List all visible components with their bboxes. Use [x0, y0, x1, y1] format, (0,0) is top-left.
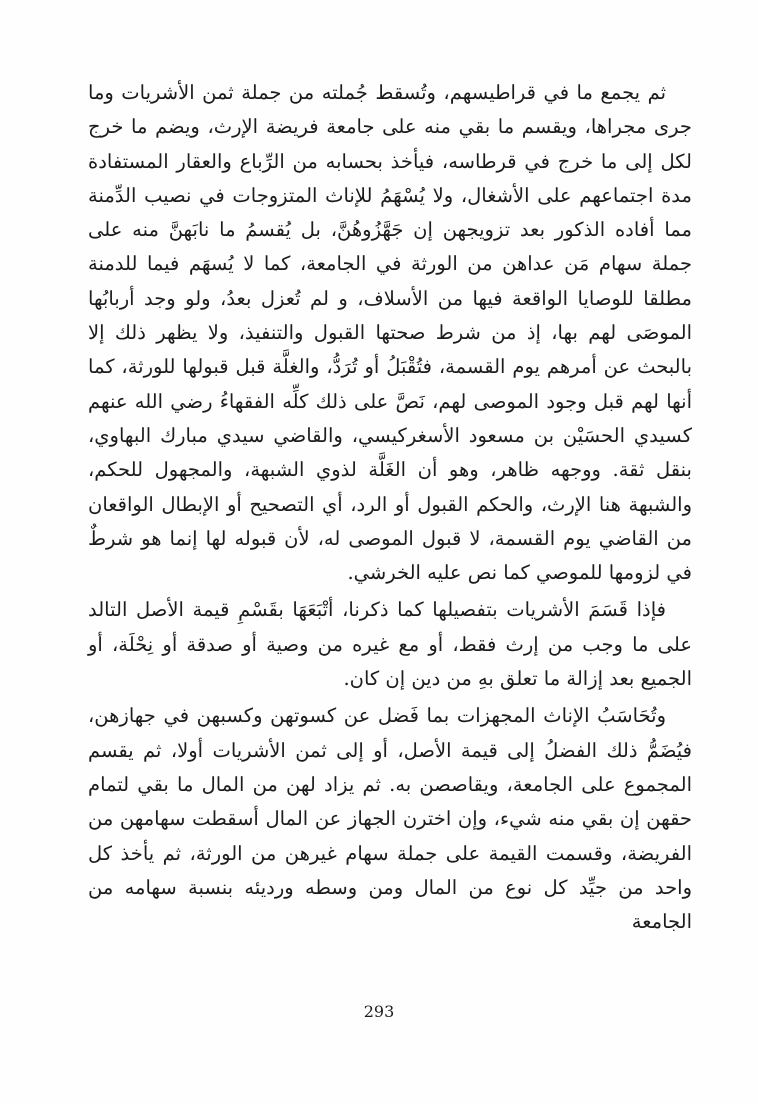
paragraph-1: ثم يجمع ما في قراطيسهم، وتُسقط جُملته من جملة ثمن الأشريات وما جرى مجراها، ويقسم ما بقي منه على جامعة فريضة الإرث، ويضم ما خرج لكل إلى ما خرج في قرطاسه، فيأخذ بحسابه من الرِّباع والعقار المستفادة مدة اجتماعهم على الأشغال، ولا يُسْهَمُ للإناث المتزوجات في نصيب الدِّمنة مما أفاده الذكور بعد تزويجهن إن جَهَّزُوهُنَّ، بل يُقسمُ ما نابَهنَّ منه على جملة سهام مَن عداهن من الورثة في الجامعة، كما لا يُسهَم فيما للدمنة مطلقا للوصايا الواقعة فيها من الأسلاف، و لم تُعزل بعدُ، ولو وجد أربابُها الموصَى لهم بها، إذ من شرط صحتها القبول والتنفيذ، ولا يظهر ذلك إلا بالبحث عن أمرهم يوم القسمة، فتُقْبَلُ أو تُرَدُّ، والغلَّة قبل قبولها للورثة، كما أنها لهم قبل وجود الموصى لهم، نَصَّ على ذلك كلِّه الفقهاءُ رضي الله عنهم كسيدي الحسَيْن بن مسعود الأسغركيسي، والقاضي سيدي مبارك البهاوي، بنقل ثقة. ووجهه ظاهر، وهو أن الغَلَّة لذوي الشبهة، والمجهول للحكم، والشبهة هنا الإرث، والحكم القبول أو الرد، أي التصحيح أو الإبطال الواقعان من القاضي يوم القسمة، لا قبول الموصى له، لأن قبوله لها إنما هو شرطٌ في لزومها للموصي كما نص عليه الخرشي.: [88, 81, 692, 585]
paragraph-3: وتُحَاسَبُ الإناث المجهزات بما فَضل عن كسوتهن وكسبهن في جهازهن، فيُضَمُّ ذلك الفضلُ إلى قيمة الأصل، أو إلى ثمن الأشريات أولا، ثم يقسم المجموع على الجامعة، ويقاصصن به. ثم يزاد لهن من المال ما بقي لتمام حقهن إن بقي منه شيء، وإن اخترن الجهاز عن المال أسقطت سهامهن من الفريضة، وقسمت القيمة على جملة سهام غيرهن من الورثة، ثم يأخذ كل واحد من جيِّد كل نوع من المال ومن وسطه ورديئه بنسبة سهامه من الجامعة: [88, 704, 692, 934]
paragraph-2: فإذا قَسَمَ الأشريات بتفصيلها كما ذكرنا، أتْبَعَهَا بقَسْمِ قيمة الأصل التالد على ما وجب من إرث فقط، أو مع غيره من وصية أو صدقة أو نِحْلَة، أو الجميع بعد إزالة ما تعلق بهِ من دين إن كان.: [88, 598, 692, 691]
page-number: 293: [363, 1002, 395, 1021]
body-text: [88, 76, 692, 939]
